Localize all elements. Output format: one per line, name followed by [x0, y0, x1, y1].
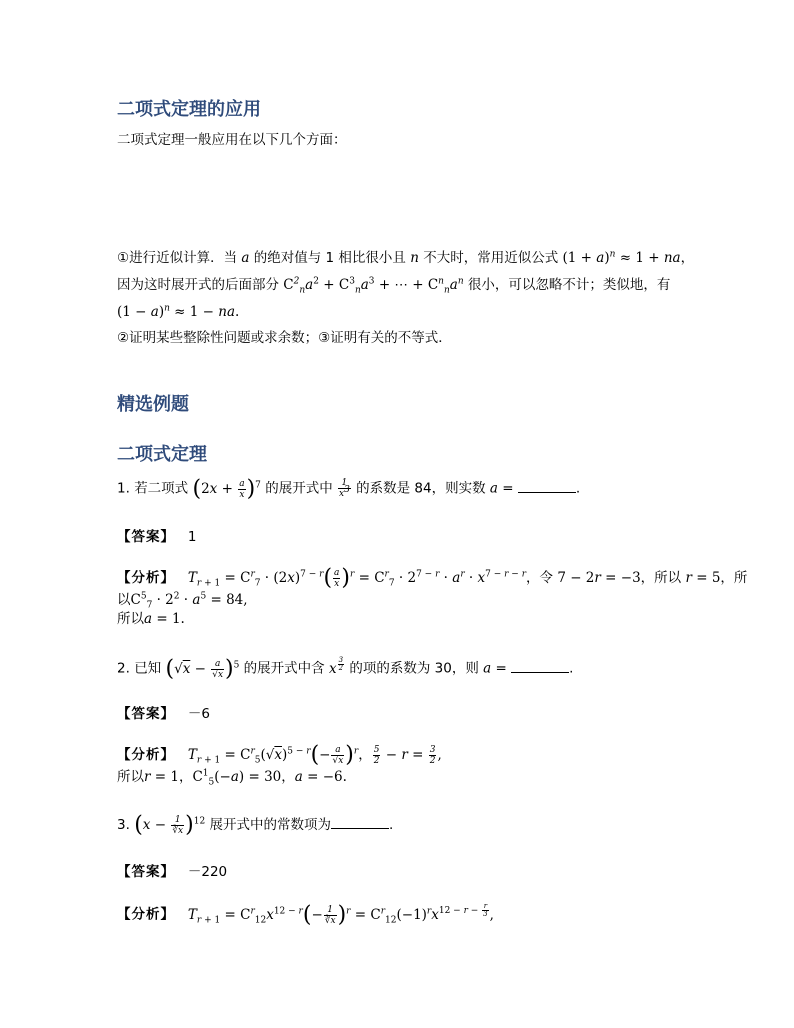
answer-3: 【答案】 －220 [117, 864, 228, 880]
analysis-2-line-2: 所以r = 1，$C^1_5(-a) = 30$，a = −6. [117, 768, 347, 788]
application-line-4: ②证明某些整除性问题或求余数；③证明有关的不等式． [117, 330, 452, 346]
analysis-1-line-2: 以$C^5_7 \cdot 2^2 \cdot a^5 = 84$, [117, 591, 248, 611]
question-3: 3. (x − $\frac{1}{∛x}$ )$^{12}$ 展开式中的常数项为 . [117, 812, 394, 838]
heading-binomial-application: 二项式定理的应用 [117, 99, 261, 120]
application-line-3: $(1 - a)^n \approx 1$ − na. [117, 303, 240, 320]
heading-binomial-theorem: 二项式定理 [117, 444, 207, 465]
analysis-1-line-3: 所以a = 1. [117, 611, 185, 627]
answer-blank[interactable] [518, 480, 576, 493]
question-2: 2. 已知 (√x − $\frac{a}{√x}$ )$^5$ 的展开式中含 x $^{\frac{3}{2}}$ 的项的系数为 30，则 a = . [117, 656, 574, 681]
analysis-3-line-1: 【分析】 $T_{r + 1} = C^r_{12}x^{12 - r}(-$ $\frac{1}{∛x}$ )$^r = C^r_{12}(-1)^rx^{12 - r - \frac{r}{3}}$ , [117, 902, 494, 927]
analysis-2-line-1: 【分析】 $T_{r + 1} = C^r_5(√x)^{5 - r}(-$ $\frac{a}{√x}$ )$^r$， $\frac{5}{2}$ − r = $\frac{3}{2}$ , [117, 742, 442, 768]
answer-blank[interactable] [331, 816, 389, 829]
heading-examples: 精选例题 [117, 394, 189, 415]
intro-text: 二项式定理一般应用在以下几个方面： [117, 132, 347, 148]
analysis-1-line-1: 【分析】 $T_{r + 1} = C^r_7 \cdot (2x)^{7 - r}$( $\frac{a}{x}$ )$^r = C^r_7 \cdot 2^{7 - r} \cdot a^r \cdot x^{7 - r - r}$，令 7 − 2r = −3，所以 r = 5，所 [117, 565, 748, 591]
application-line-1: ①进行近似计算．当 a 的绝对值与 1 相比很小且 n 不大时，常用近似公式 $(1 + a)^n \approx 1$ + na， [117, 249, 695, 266]
answer-1: 【答案】 1 [117, 529, 197, 545]
question-1: 1. 若二项式 (2x + $\frac{a}{x}$ )$^7$ 的展开式中 $\frac{1}{x^3}$ 的系数是 84，则实数 a = . [117, 476, 581, 501]
answer-blank[interactable] [511, 660, 569, 673]
answer-2: 【答案】 －6 [117, 706, 210, 722]
application-line-2: 因为这时展开式的后面部分 $C^2_na^2 + C^3_na^3$ + ⋯ + $C^n_na^n$ 很小，可以忽略不计；类似地，有 [117, 276, 671, 296]
